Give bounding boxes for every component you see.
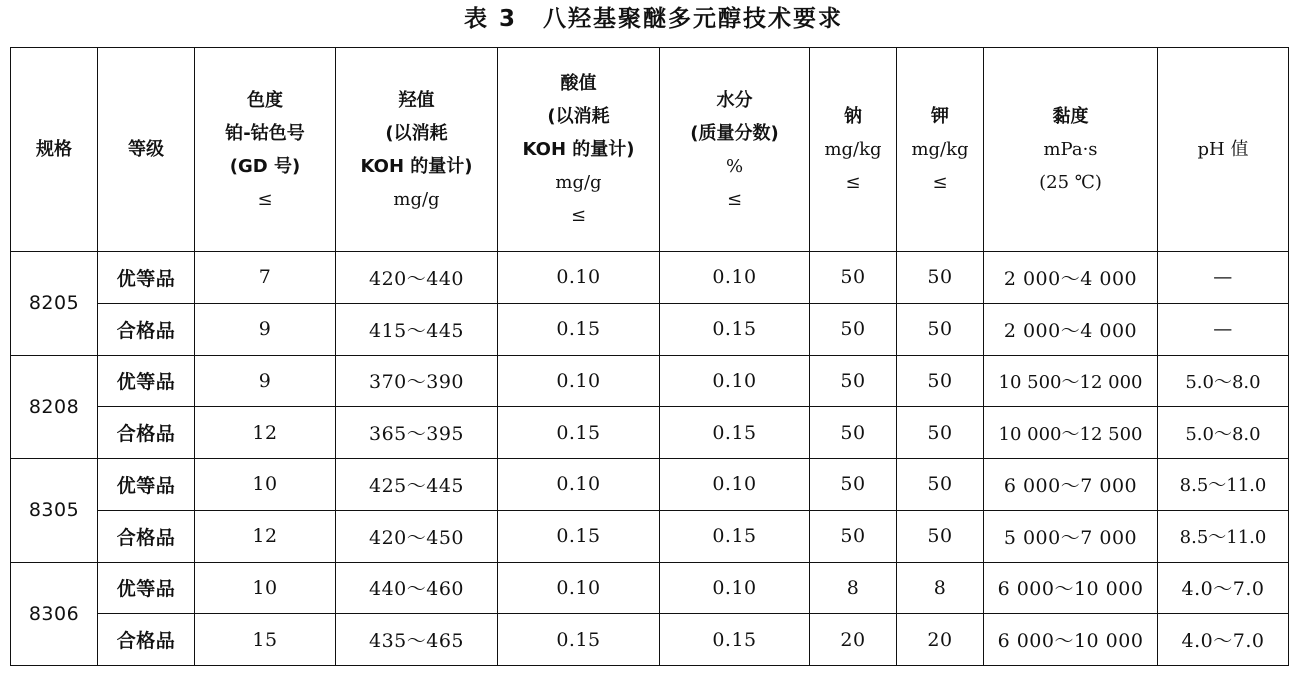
header-hydroxyl (336, 48, 498, 252)
water-cell: 0.15 (660, 510, 810, 562)
potassium-cell: 20 (897, 614, 984, 666)
color-cell: 15 (195, 614, 336, 666)
water-cell: 0.10 (660, 252, 810, 304)
sodium-cell: 50 (810, 303, 897, 355)
water-cell: 0.15 (660, 614, 810, 666)
header-potassium-line: 钾 (931, 106, 949, 127)
header-sodium-line: 钠 (844, 106, 862, 127)
table-number: 表 3 (463, 6, 517, 32)
sodium-cell: 50 (810, 252, 897, 304)
header-grade: 等级 (98, 48, 195, 252)
header-acid (498, 48, 660, 252)
header-color-line: (GD 号) (229, 155, 301, 177)
header-potassium (897, 48, 984, 252)
acid-cell: 0.15 (498, 407, 660, 459)
color-cell: 9 (195, 303, 336, 355)
header-sodium (810, 48, 897, 252)
ph-cell: — (1158, 252, 1289, 304)
header-sodium-line: mg/kg (824, 139, 882, 160)
header-water-line: (质量分数) (690, 122, 779, 144)
ph-cell: 8.5～11.0 (1158, 510, 1289, 562)
table-row (11, 510, 1289, 562)
water-cell: 0.10 (660, 355, 810, 407)
water-cell: 0.10 (660, 562, 810, 614)
acid-cell: 0.10 (498, 355, 660, 407)
header-model: 规格 (11, 48, 98, 252)
viscosity-cell: 5 000～7 000 (984, 510, 1158, 562)
ph-cell: — (1158, 303, 1289, 355)
table-title: 八羟基聚醚多元醇技术要求 (543, 6, 843, 32)
water-cell: 0.10 (660, 459, 810, 511)
water-cell: 0.15 (660, 303, 810, 355)
header-hydroxyl-line: 羟值 (398, 89, 435, 111)
model-cell: 8305 (11, 459, 98, 563)
ph-cell: 8.5～11.0 (1158, 459, 1289, 511)
color-cell: 10 (195, 459, 336, 511)
header-acid-line: 酸值 (560, 73, 597, 94)
sodium-cell: 50 (810, 510, 897, 562)
hydroxyl-cell: 440～460 (336, 562, 498, 614)
grade-cell: 优等品 (98, 252, 195, 304)
acid-cell: 0.15 (498, 303, 660, 355)
model-cell: 8306 (11, 562, 98, 666)
grade-cell: 合格品 (98, 407, 195, 459)
hydroxyl-cell: 365～395 (336, 407, 498, 459)
acid-cell: 0.10 (498, 562, 660, 614)
acid-cell: 0.15 (498, 614, 660, 666)
viscosity-cell: 10 000～12 500 (984, 407, 1158, 459)
color-cell: 12 (195, 407, 336, 459)
table-row (11, 614, 1289, 666)
sodium-cell: 50 (810, 459, 897, 511)
grade-cell: 合格品 (98, 510, 195, 562)
sodium-cell: 20 (810, 614, 897, 666)
table-header (11, 48, 1289, 252)
header-color-line: 铂-钴色号 (225, 122, 305, 144)
water-cell: 0.15 (660, 407, 810, 459)
model-cell: 8208 (11, 355, 98, 459)
header-acid-line: ≤ (570, 205, 587, 226)
grade-cell: 优等品 (98, 355, 195, 407)
acid-cell: 0.10 (498, 459, 660, 511)
viscosity-cell: 6 000～10 000 (984, 562, 1158, 614)
potassium-cell: 50 (897, 252, 984, 304)
color-cell: 12 (195, 510, 336, 562)
header-potassium-line: ≤ (932, 172, 948, 193)
viscosity-cell: 10 500～12 000 (984, 355, 1158, 407)
header-sodium-line: ≤ (845, 172, 861, 193)
header-hydroxyl-line: (以消耗 (385, 122, 448, 144)
sodium-cell: 50 (810, 355, 897, 407)
hydroxyl-cell: 415～445 (336, 303, 498, 355)
hydroxyl-cell: 435～465 (336, 614, 498, 666)
ph-cell: 4.0～7.0 (1158, 614, 1289, 666)
table-body (11, 252, 1289, 666)
grade-cell: 优等品 (98, 562, 195, 614)
color-cell: 7 (195, 252, 336, 304)
potassium-cell: 50 (897, 407, 984, 459)
grade-cell: 合格品 (98, 303, 195, 355)
header-ph: pH 值 (1158, 48, 1289, 252)
header-viscosity-line: 黏度 (1052, 106, 1089, 127)
viscosity-cell: 2 000～4 000 (984, 252, 1158, 304)
hydroxyl-cell: 370～390 (336, 355, 498, 407)
header-color-line: ≤ (257, 188, 273, 210)
table-row (11, 407, 1289, 459)
table-row (11, 355, 1289, 407)
grade-cell: 合格品 (98, 614, 195, 666)
model-cell: 8205 (11, 252, 98, 356)
sodium-cell: 8 (810, 562, 897, 614)
potassium-cell: 50 (897, 510, 984, 562)
header-viscosity (984, 48, 1158, 252)
viscosity-cell: 6 000～7 000 (984, 459, 1158, 511)
header-color (195, 48, 336, 252)
color-cell: 9 (195, 355, 336, 407)
header-water-line: ≤ (726, 188, 743, 210)
ph-cell: 5.0～8.0 (1158, 355, 1289, 407)
header-hydroxyl-line: mg/g (393, 188, 440, 210)
acid-cell: 0.10 (498, 252, 660, 304)
acid-cell: 0.15 (498, 510, 660, 562)
table-row (11, 252, 1289, 304)
grade-cell: 优等品 (98, 459, 195, 511)
header-acid-line: mg/g (555, 172, 602, 193)
header-color-line: 色度 (247, 89, 283, 111)
potassium-cell: 50 (897, 303, 984, 355)
potassium-cell: 50 (897, 459, 984, 511)
hydroxyl-cell: 420～450 (336, 510, 498, 562)
viscosity-cell: 2 000～4 000 (984, 303, 1158, 355)
hydroxyl-cell: 425～445 (336, 459, 498, 511)
ph-cell: 5.0～8.0 (1158, 407, 1289, 459)
table-row (11, 459, 1289, 511)
header-water-line: 水分 (716, 89, 753, 111)
header-viscosity-line: (25 ℃) (1039, 172, 1102, 193)
header-water (660, 48, 810, 252)
header-water-line: % (725, 155, 744, 177)
viscosity-cell: 6 000～10 000 (984, 614, 1158, 666)
header-potassium-line: mg/kg (911, 139, 969, 160)
table-row (11, 562, 1289, 614)
table-caption (0, 0, 1307, 40)
header-acid-line: KOH 的量计) (522, 139, 635, 160)
header-hydroxyl-line: KOH 的量计) (360, 155, 473, 177)
potassium-cell: 50 (897, 355, 984, 407)
spec-table (10, 47, 1289, 666)
header-acid-line: (以消耗 (547, 106, 610, 127)
hydroxyl-cell: 420～440 (336, 252, 498, 304)
ph-cell: 4.0～7.0 (1158, 562, 1289, 614)
sodium-cell: 50 (810, 407, 897, 459)
header-viscosity-line: mPa·s (1043, 139, 1098, 160)
table-row (11, 303, 1289, 355)
potassium-cell: 8 (897, 562, 984, 614)
color-cell: 10 (195, 562, 336, 614)
